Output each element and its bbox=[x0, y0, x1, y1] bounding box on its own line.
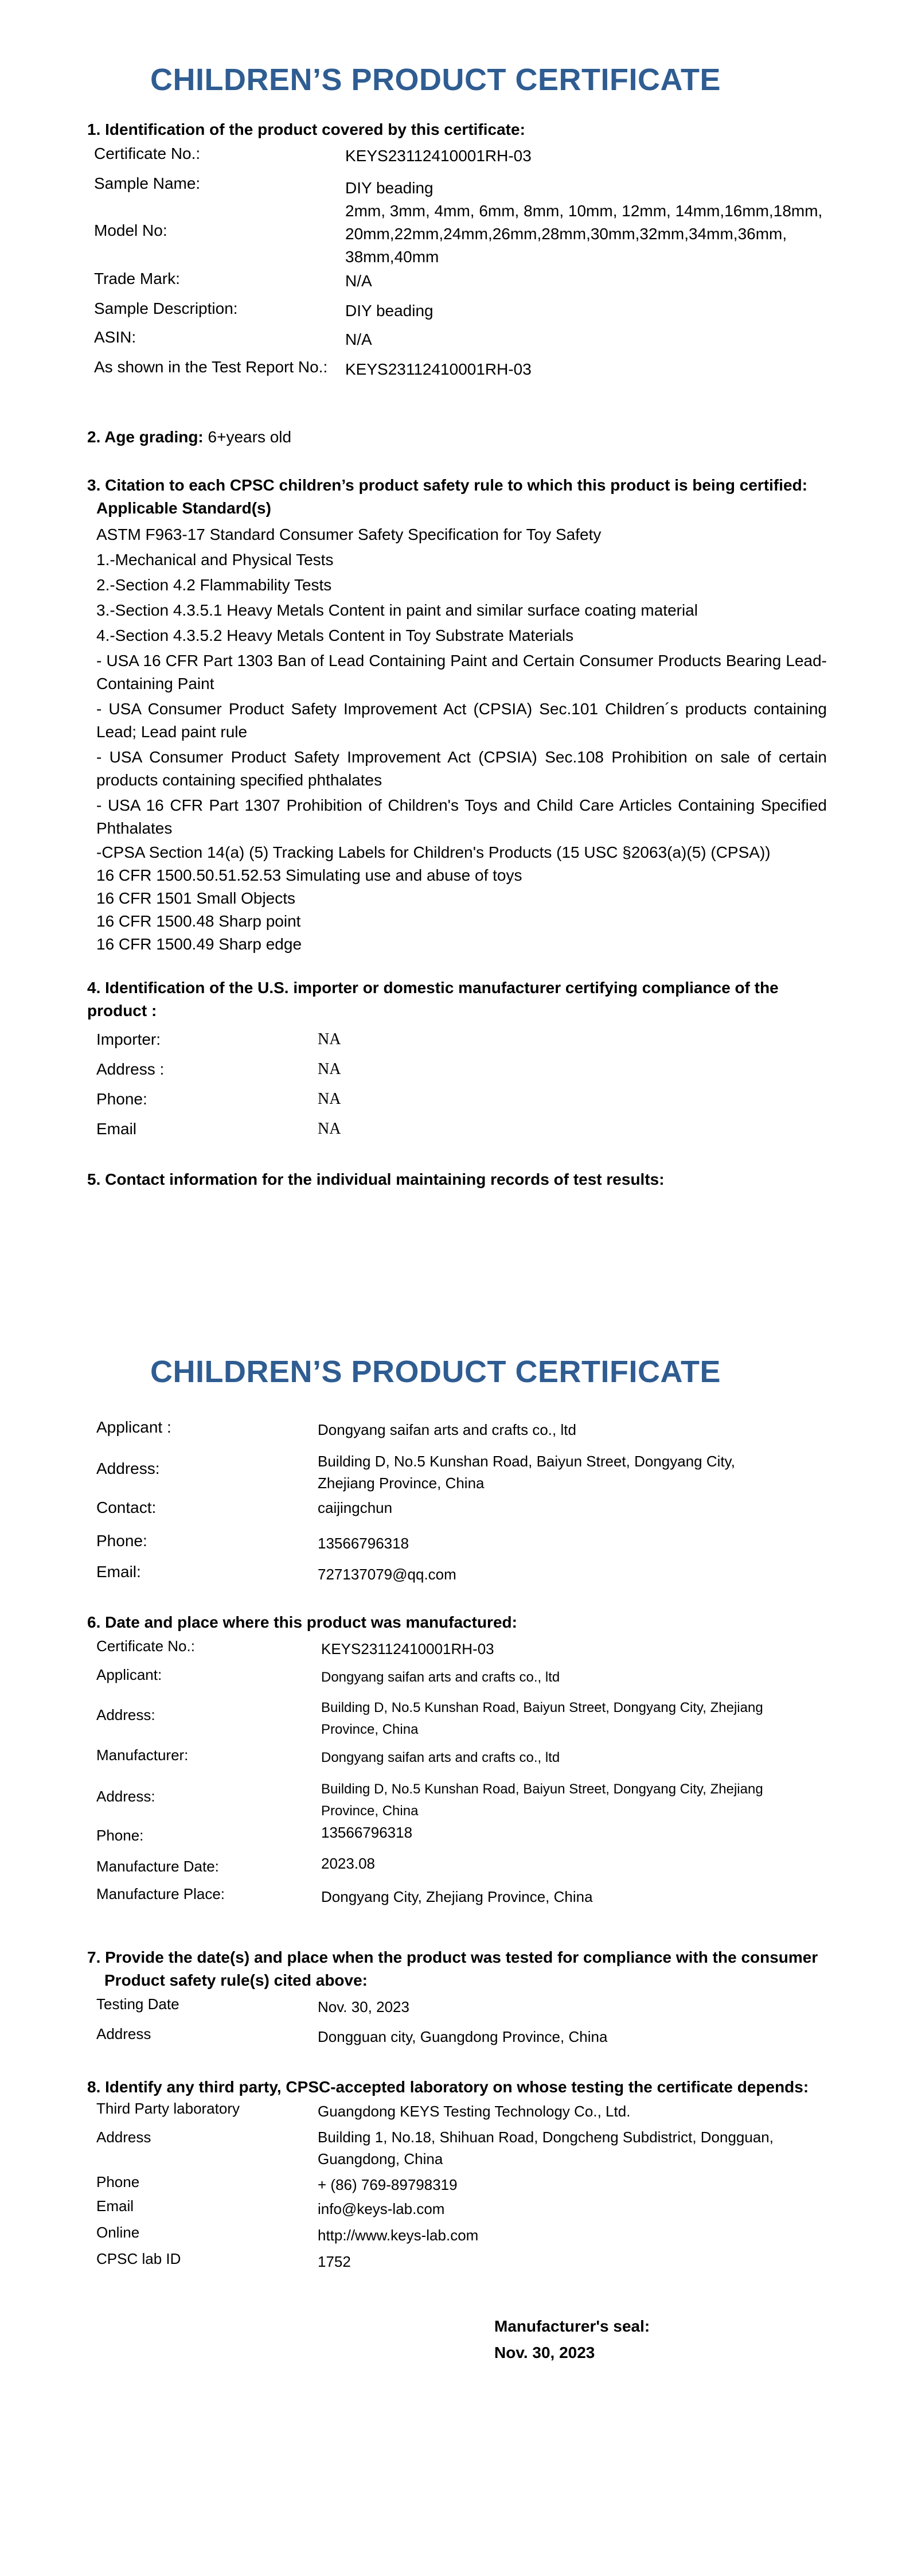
row-trade-mark bbox=[87, 266, 827, 296]
row-certificate-no bbox=[87, 141, 827, 171]
section-product-identification bbox=[87, 118, 827, 381]
row-applicant bbox=[87, 1663, 827, 1694]
seal-label: Manufacturer's seal: bbox=[494, 2317, 650, 2335]
row-manufacturer bbox=[87, 1743, 827, 1775]
label: CPSC lab ID bbox=[96, 2250, 181, 2267]
label: Address: bbox=[96, 1706, 155, 1723]
label: Importer: bbox=[96, 1030, 161, 1048]
row-testing-address bbox=[87, 2022, 827, 2048]
value: 727137079@qq.com bbox=[318, 1566, 456, 1583]
value: Nov. 30, 2023 bbox=[318, 1998, 409, 2015]
value: KEYS23112410001RH-03 bbox=[321, 1640, 494, 1657]
value: KEYS23112410001RH-03 bbox=[345, 147, 532, 165]
label: Phone: bbox=[96, 1532, 147, 1550]
label: Model No: bbox=[94, 221, 167, 239]
row-third-party-laboratory bbox=[87, 2099, 827, 2123]
label: Phone: bbox=[96, 1090, 147, 1108]
value: Dongyang City, Zhejiang Province, China bbox=[321, 1888, 593, 1905]
section-2-heading bbox=[87, 426, 827, 449]
value: Dongguan city, Guangdong Province, China bbox=[318, 2028, 608, 2045]
value: caijingchun bbox=[318, 1499, 393, 1516]
row-manufacturer-address bbox=[87, 1775, 827, 1821]
row-importer-phone bbox=[87, 1087, 827, 1116]
section-testing-info bbox=[87, 1946, 827, 2048]
section-records-contact bbox=[87, 1415, 827, 1586]
section-manufacture-info bbox=[87, 1611, 827, 1908]
label: Online bbox=[96, 2224, 140, 2241]
standard-line: 4.-Section 4.3.5.2 Heavy Metals Content in Toy Substrate Materials bbox=[96, 627, 574, 644]
row-importer bbox=[87, 1027, 827, 1057]
standard-line: - USA 16 CFR Part 1307 Prohibition of Children's Toys and Child Care Articles Containing Specified Phthalates bbox=[96, 796, 827, 837]
standard-line: - USA Consumer Product Safety Improvement Act (CPSIA) Sec.101 Children´s products containing Lead; Lead paint rule bbox=[96, 700, 827, 741]
section-7-heading-line-2: Product safety rule(s) cited above: bbox=[104, 1971, 368, 1989]
row-cpsc-lab-id bbox=[87, 2249, 827, 2275]
value: 2mm, 3mm, 4mm, 6mm, 8mm, 10mm, 12mm, 14mm,16mm,18mm, 20mm,22mm,24mm,26mm,28mm,30mm,32mm,34mm,36mm, 38mm,40mm bbox=[345, 202, 823, 266]
label: Certificate No.: bbox=[94, 145, 201, 162]
seal-date: Nov. 30, 2023 bbox=[494, 2344, 595, 2361]
label: As shown in the Test Report No.: bbox=[94, 358, 328, 376]
row-lab-email bbox=[87, 2196, 827, 2223]
value: + (86) 769-89798319 bbox=[318, 2176, 458, 2193]
standard-line: 16 CFR 1500.48 Sharp point bbox=[96, 912, 301, 930]
standard-line: 16 CFR 1500.50.51.52.53 Simulating use and abuse of toys bbox=[96, 866, 522, 884]
row-sample-description bbox=[87, 296, 827, 325]
label: Applicant: bbox=[96, 1666, 162, 1683]
applicable-standards-subheading: Applicable Standard(s) bbox=[96, 499, 271, 517]
certificate-title-page-2: CHILDREN’S PRODUCT CERTIFICATE bbox=[150, 1355, 721, 1389]
label: Email bbox=[96, 1120, 137, 1138]
row-test-report-no bbox=[87, 355, 827, 381]
label: Email bbox=[96, 2197, 134, 2215]
section-applicable-standards bbox=[87, 474, 827, 956]
value: NA bbox=[318, 1060, 341, 1078]
row-lab-address bbox=[87, 2123, 827, 2171]
value: Guangdong KEYS Testing Technology Co., Ltd. bbox=[318, 2103, 631, 2120]
row-manufacture-date bbox=[87, 1850, 827, 1882]
section-5-heading: 5. Contact information for the individual maintaining records of test results: bbox=[87, 1170, 665, 1188]
value: NA bbox=[318, 1090, 341, 1108]
row-asin bbox=[87, 325, 827, 355]
value: http://www.keys-lab.com bbox=[318, 2227, 479, 2244]
label: Manufacturer: bbox=[96, 1746, 189, 1764]
label: Third Party laboratory bbox=[96, 2100, 240, 2117]
section-1-heading: 1. Identification of the product covered by this certificate: bbox=[87, 120, 525, 138]
row-applicant-address bbox=[87, 1694, 827, 1743]
value: 13566796318 bbox=[318, 1535, 409, 1552]
standard-line: 2.-Section 4.2 Flammability Tests bbox=[96, 576, 332, 594]
row-contact-email bbox=[87, 1559, 827, 1586]
row-applicant-address bbox=[87, 1447, 827, 1495]
manufacturer-seal bbox=[494, 2313, 650, 2366]
label: Address bbox=[96, 2025, 151, 2042]
section-3-heading: 3. Citation to each CPSC children’s product safety rule to which this product is being certified: bbox=[87, 476, 808, 494]
standard-line: ASTM F963-17 Standard Consumer Safety Specification for Toy Safety bbox=[96, 526, 602, 543]
row-lab-online bbox=[87, 2223, 827, 2249]
section-7-heading-line-1: 7. Provide the date(s) and place when the product was tested for compliance with the consumer bbox=[87, 1948, 818, 1966]
row-importer-email bbox=[87, 1116, 827, 1146]
row-manufacture-place bbox=[87, 1882, 827, 1908]
age-grading-value: 6+years old bbox=[208, 428, 292, 446]
label: Address : bbox=[96, 1060, 165, 1078]
standard-line: 16 CFR 1501 Small Objects bbox=[96, 889, 296, 907]
row-sample-name bbox=[87, 171, 827, 196]
row-manufacturer-phone bbox=[87, 1821, 827, 1850]
row-contact bbox=[87, 1495, 827, 1528]
section-6-heading: 6. Date and place where this product was manufactured: bbox=[87, 1613, 517, 1631]
row-importer-address bbox=[87, 1057, 827, 1087]
label: ASIN: bbox=[94, 328, 136, 346]
row-model-no bbox=[87, 196, 827, 266]
value: Building D, No.5 Kunshan Road, Baiyun Street, Dongyang City, Zhejiang Province, China bbox=[321, 1781, 763, 1819]
label: Address: bbox=[96, 1460, 160, 1477]
label: Applicant : bbox=[96, 1418, 171, 1436]
value: N/A bbox=[345, 330, 372, 348]
value: 1752 bbox=[318, 2253, 351, 2270]
label: Testing Date bbox=[96, 1995, 179, 2013]
section-4-heading: 4. Identification of the U.S. importer or domestic manufacturer certifying compliance of the product : bbox=[87, 979, 779, 1019]
label: Sample Name: bbox=[94, 174, 201, 192]
label: Address bbox=[96, 2128, 151, 2146]
section-8-heading: 8. Identify any third party, CPSC-accepted laboratory on whose testing the certificate depends: bbox=[87, 2078, 809, 2096]
label: Manufacture Date: bbox=[96, 1858, 219, 1875]
value: DIY beading bbox=[345, 302, 433, 320]
section-age-grading bbox=[87, 426, 827, 449]
value: Dongyang saifan arts and crafts co., ltd bbox=[318, 1421, 576, 1438]
standard-line: -CPSA Section 14(a) (5) Tracking Labels for Children's Products (15 USC §2063(a)(5) (CPSA)) bbox=[96, 843, 771, 861]
value: KEYS23112410001RH-03 bbox=[345, 360, 532, 378]
value: 2023.08 bbox=[321, 1855, 375, 1872]
value: DIY beading bbox=[345, 179, 433, 197]
value: Building 1, No.18, Shihuan Road, Dongcheng Subdistrict, Dongguan, Guangdong, China bbox=[318, 2128, 774, 2168]
label: Sample Description: bbox=[94, 299, 238, 317]
section-records-contact-heading bbox=[87, 1168, 827, 1191]
label: Trade Mark: bbox=[94, 270, 180, 287]
row-certificate-no bbox=[87, 1634, 827, 1663]
certificate-title: CHILDREN’S PRODUCT CERTIFICATE bbox=[150, 63, 721, 97]
standard-line: 1.-Mechanical and Physical Tests bbox=[96, 551, 334, 569]
label: Email: bbox=[96, 1563, 141, 1581]
standard-line: - USA 16 CFR Part 1303 Ban of Lead Containing Paint and Certain Consumer Products Bearing Lead- Containing Paint bbox=[96, 652, 827, 692]
value: NA bbox=[318, 1120, 341, 1138]
label: Certificate No.: bbox=[96, 1637, 195, 1655]
label: Phone bbox=[96, 2173, 140, 2190]
row-applicant bbox=[87, 1415, 827, 1447]
value: Dongyang saifan arts and crafts co., ltd bbox=[321, 1670, 560, 1685]
section-importer bbox=[87, 976, 827, 1146]
value: Building D, No.5 Kunshan Road, Baiyun Street, Dongyang City, Zhejiang Province, China bbox=[318, 1453, 735, 1492]
value: N/A bbox=[345, 272, 372, 290]
standard-line: 3.-Section 4.3.5.1 Heavy Metals Content in paint and similar surface coating material bbox=[96, 601, 698, 619]
row-testing-date bbox=[87, 1992, 827, 2022]
row-lab-phone bbox=[87, 2171, 827, 2196]
label: Address: bbox=[96, 1788, 155, 1805]
label: Phone: bbox=[96, 1827, 144, 1844]
value: Building D, No.5 Kunshan Road, Baiyun Street, Dongyang City, Zhejiang Province, China bbox=[321, 1700, 763, 1737]
label: Manufacture Place: bbox=[96, 1885, 225, 1902]
label: Contact: bbox=[96, 1499, 157, 1516]
value: info@keys-lab.com bbox=[318, 2200, 445, 2217]
value: 13566796318 bbox=[321, 1824, 413, 1841]
section-third-party-lab bbox=[87, 2076, 827, 2275]
value: Dongyang saifan arts and crafts co., ltd bbox=[321, 1750, 560, 1765]
value: NA bbox=[318, 1030, 341, 1048]
row-contact-phone bbox=[87, 1528, 827, 1559]
age-grading-label: 2. Age grading: bbox=[87, 428, 204, 446]
standard-line: 16 CFR 1500.49 Sharp edge bbox=[96, 935, 302, 953]
standard-line: - USA Consumer Product Safety Improvement Act (CPSIA) Sec.108 Prohibition on sale of certain products containing specified phthalates bbox=[96, 748, 827, 789]
